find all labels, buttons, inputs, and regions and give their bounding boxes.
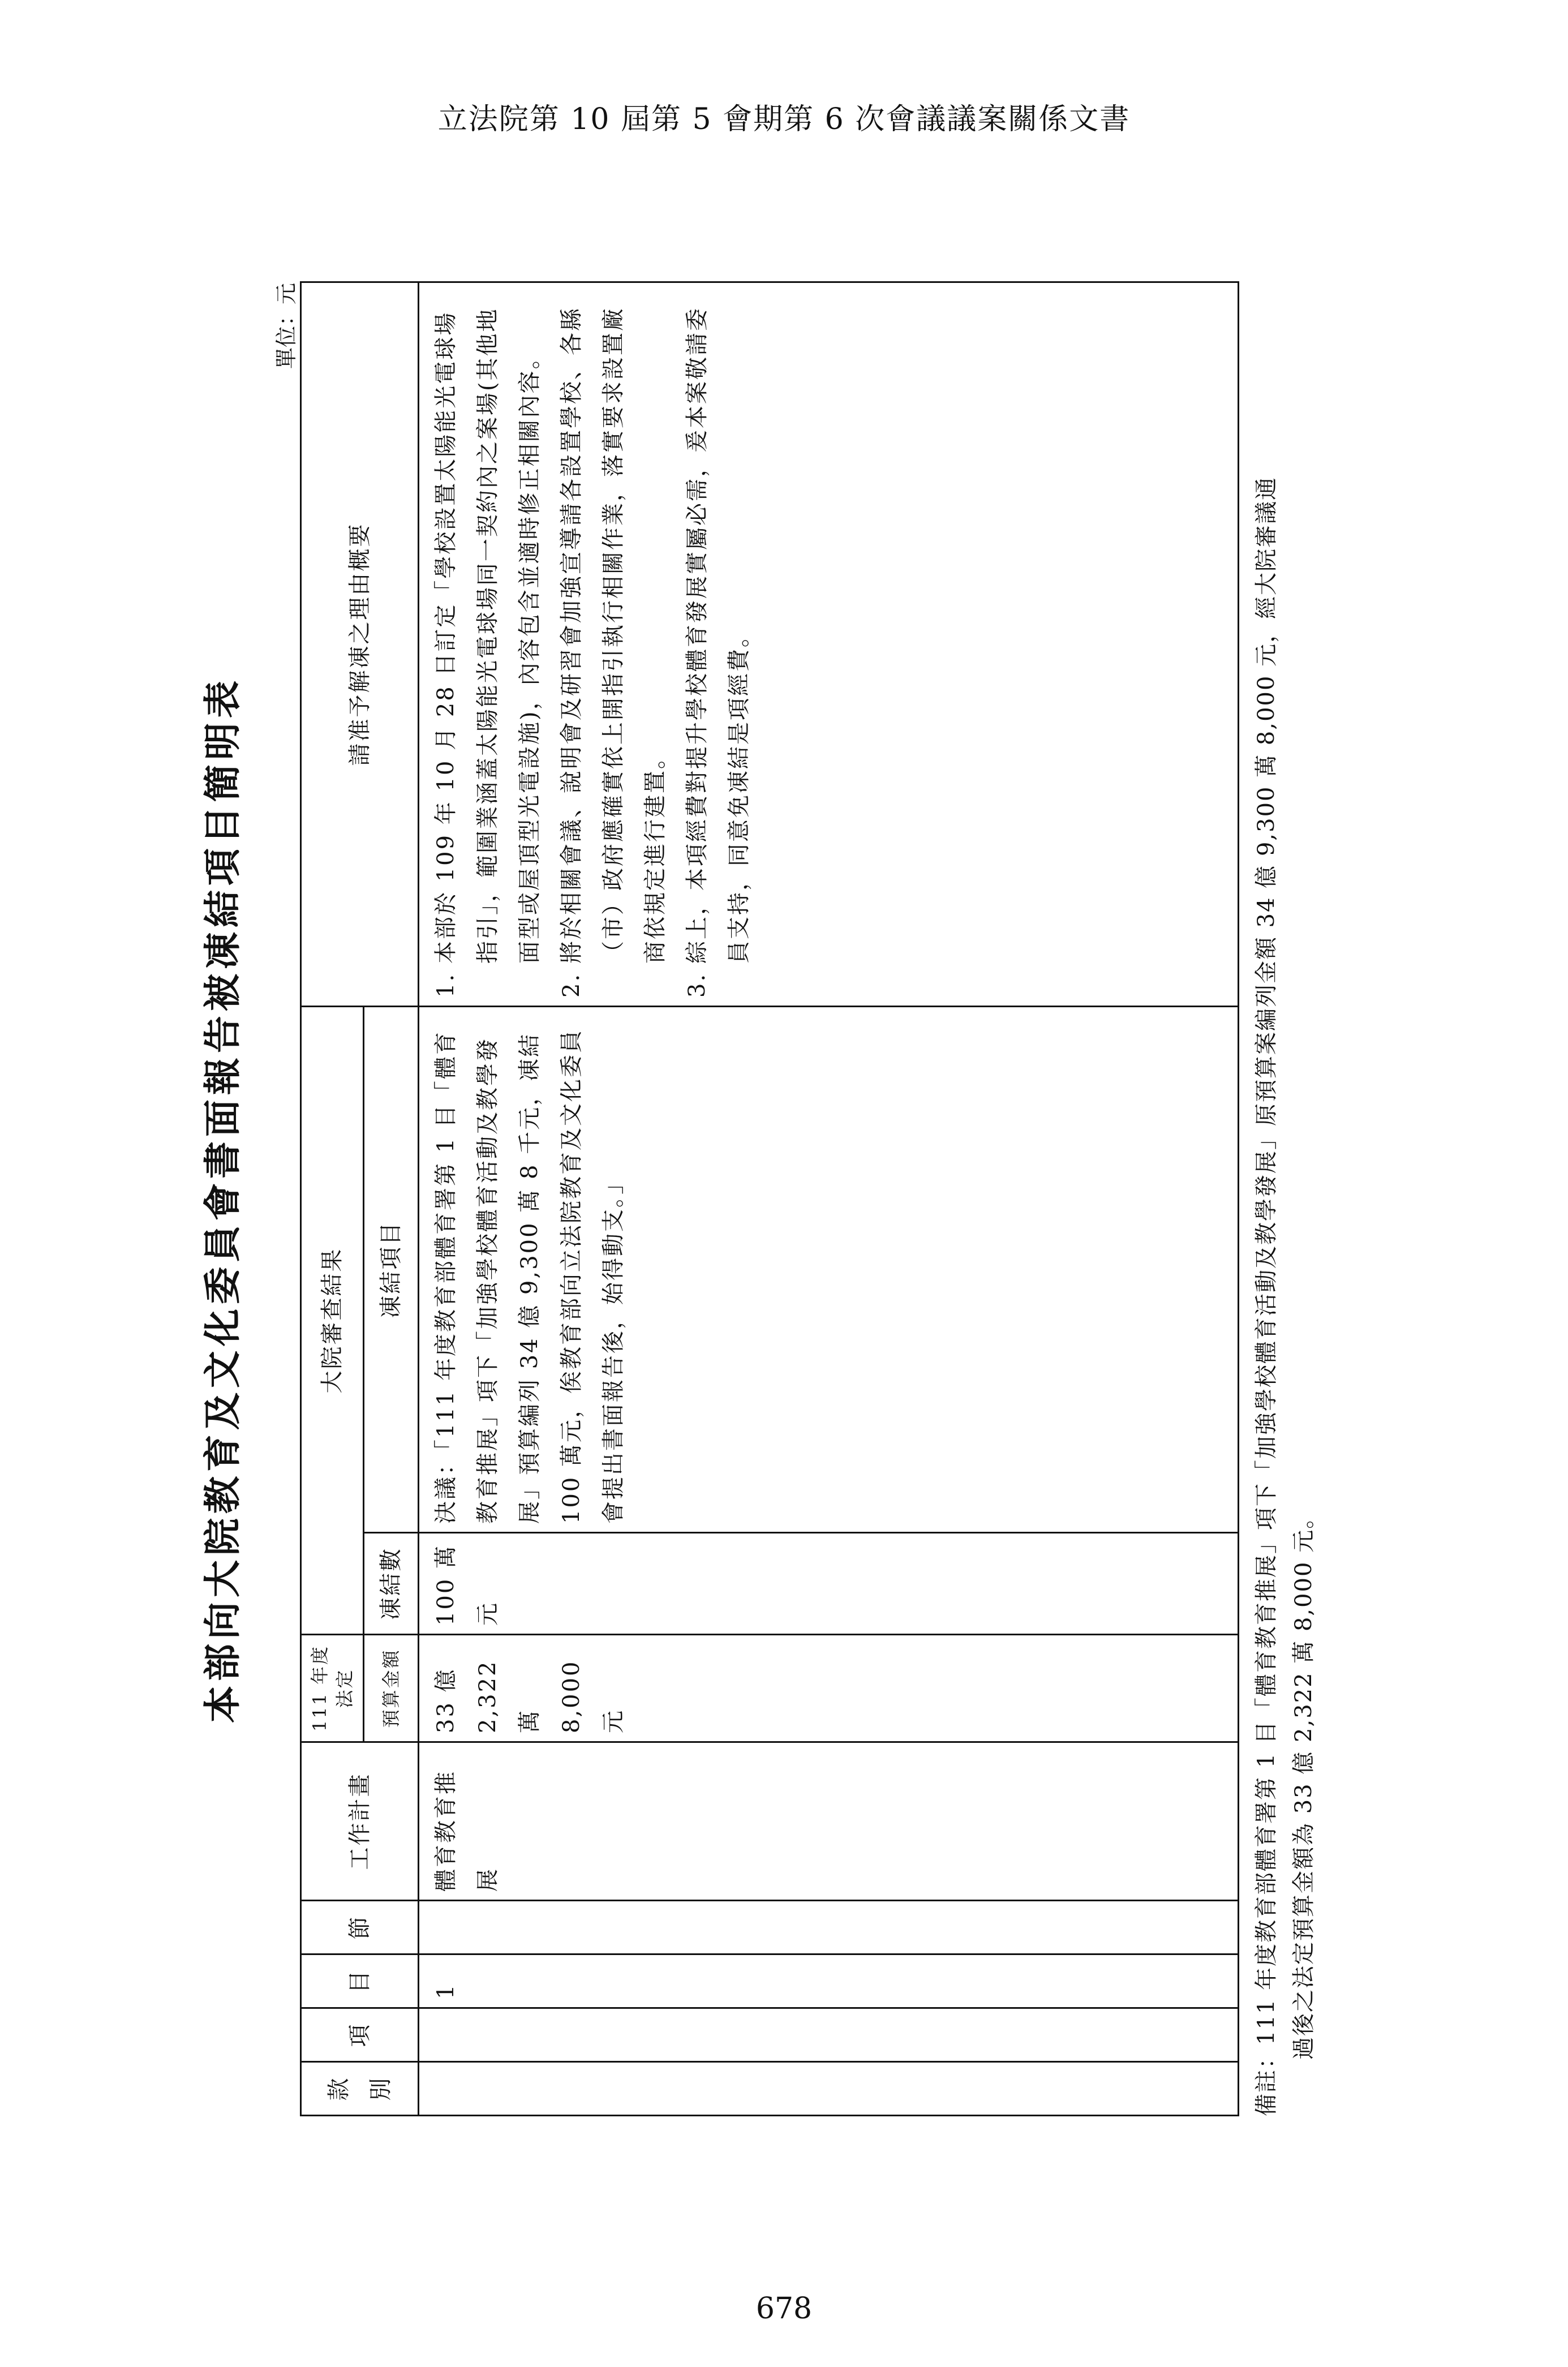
reason-number: 3. (684, 972, 710, 998)
document-title: 本部向大院教育及文化委員會書面報告被凍結項目簡明表 (200, 676, 244, 1723)
reason-list (425, 291, 760, 998)
cell-plan: 體育教育推展 (419, 1742, 1239, 1901)
header-frozen-item: 凍結項目 (364, 1007, 419, 1533)
cell-frozen-amount: 100 萬元 (419, 1533, 1239, 1635)
table-row (419, 282, 1239, 2116)
rotated-table-page (74, 266, 1317, 2133)
footnote-line-2: 過後之法定預算金額為 33 億 2,322 萬 8,000 元。 (1291, 1505, 1317, 2060)
cell-xiang (419, 2008, 1239, 2062)
footnote-line-1: 備註：111 年度教育部體育署第 1 目「體育教育推展」項下「加強學校體育活動及教學發展」原預算案編列金額 34 億 9,300 萬 8,000 元，經大院審議通 (1253, 476, 1279, 2116)
header-review-group: 大院審查結果 (301, 1007, 364, 1635)
frozen-items-table (300, 281, 1239, 2116)
running-header: 立法院第 10 屆第 5 會期第 6 次會議議案關係文書 (437, 102, 1131, 136)
page-number: 678 (755, 2292, 813, 2326)
header-plan: 工作計畫 (301, 1742, 419, 1901)
header-frozen-amount: 凍結數 (364, 1533, 419, 1635)
reason-number: 2. (559, 972, 585, 998)
cell-frozen-item: 決議：「111 年度教育部體育署第 1 目「體育教育推展」項下「加強學校體育活動及教學發展」預算編列 34 億 9,300 萬 8 千元，凍結 100 萬元，俟教育部向立法院教育及文化委員會提出書面報告後，始得動支。」 (419, 1007, 1239, 1533)
reason-text: 本部於 109 年 10 月 28 日訂定「學校設置太陽能光電球場指引」，範圍業涵蓋太陽能光電球場同一契約內之案場(其他地面型或屋頂型光電設施)，內容包含並適時修正相關內容。 (433, 307, 543, 964)
reason-text: 綜上，本項經費對提升學校體育發展實屬必需，爰本案敬請委員支持，同意免凍結是項經費。 (684, 307, 752, 964)
cell-kuan (419, 2062, 1239, 2116)
header-jie: 節 (301, 1901, 419, 1954)
cell-mu: 1 (419, 1954, 1239, 2008)
cell-reason (419, 282, 1239, 1007)
reason-item (551, 291, 676, 998)
header-kuan: 款別 (301, 2062, 419, 2116)
cell-budget-amount: 33 億 2,322 萬 8,000 元 (419, 1635, 1239, 1742)
header-mu: 目 (301, 1954, 419, 2008)
header-reason: 請准予解凍之理由概要 (301, 282, 419, 1007)
reason-item (676, 291, 760, 998)
cell-jie (419, 1901, 1239, 1954)
header-budget-group: 111 年度法定 (301, 1635, 364, 1742)
reason-number: 1. (433, 972, 459, 998)
header-budget-amount: 預算金額 (364, 1635, 419, 1742)
unit-label: 單位：元 (274, 283, 299, 370)
header-xiang: 項 (301, 2008, 419, 2062)
reason-item (425, 291, 551, 998)
footnote (1248, 283, 1322, 2116)
reason-text: 將於相關會議、說明會及研習會加強宣導請各設置學校、各縣（市）政府應確實依上開指引執行相關作業，落實要求設置廠商依規定進行建置。 (559, 307, 668, 964)
